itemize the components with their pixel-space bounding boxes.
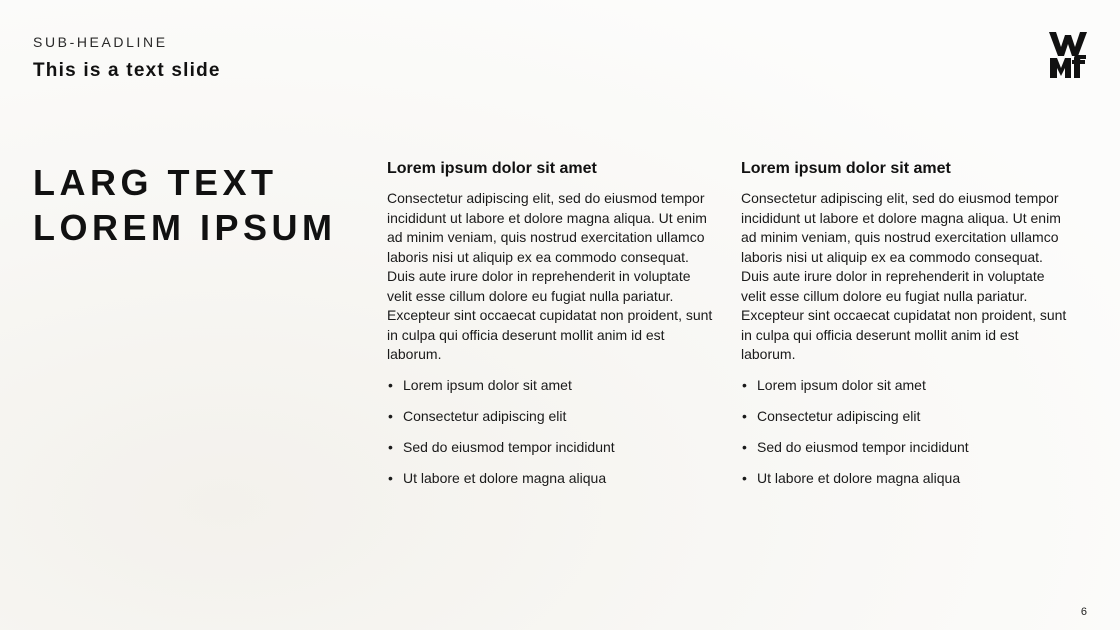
bullet-icon: • — [388, 470, 393, 487]
list-item — [387, 438, 717, 458]
list-item-text: Ut labore et dolore magna aliqua — [757, 470, 961, 487]
wmf-logo-icon — [1049, 31, 1087, 79]
list-item-text: Lorem ipsum dolor sit amet — [757, 376, 926, 393]
bullet-icon: • — [742, 376, 747, 393]
sub-headline: SUB-HEADLINE — [33, 34, 168, 50]
list-item-text: Sed do eiusmod tempor incididunt — [403, 438, 615, 455]
bullet-icon: • — [742, 470, 747, 487]
list-item-text: Lorem ipsum dolor sit amet — [403, 376, 572, 393]
slide-title: This is a text slide — [33, 60, 221, 81]
list-item — [387, 407, 717, 427]
list-item — [741, 376, 1071, 396]
page-number: 6 — [1080, 606, 1087, 618]
column-body: Consectetur adipiscing elit, sed do eiusmod tempor incididunt ut labore et dolore magna aliqua. Ut enim ad minim veniam, quis nostrud exercitation ullamco laboris nisi ut aliquip ex ea commodo consequat. Duis aute irure dolor in reprehenderit in voluptate velit esse cillum dolore eu fugiat nulla pariatur. Excepteur sint occaecat cupidatat non proident, sunt in culpa qui officia deserunt mollit anim id est laborum. — [387, 190, 713, 362]
large-text — [33, 160, 337, 250]
list-item-text: Consectetur adipiscing elit — [403, 407, 567, 424]
list-item — [741, 438, 1071, 458]
bullet-list — [741, 376, 1071, 489]
bullet-icon: • — [388, 438, 393, 455]
list-item-text: Ut labore et dolore magna aliqua — [403, 470, 607, 487]
text-column-2 — [741, 158, 1071, 500]
text-column-1 — [387, 158, 717, 500]
bullet-icon: • — [742, 407, 747, 424]
bullet-list — [387, 376, 717, 489]
bullet-icon: • — [742, 438, 747, 455]
list-item — [741, 407, 1071, 427]
list-item — [387, 469, 717, 489]
bullet-icon: • — [388, 376, 393, 393]
list-item — [387, 376, 717, 396]
large-text-line-1: LARG TEXT — [33, 162, 278, 203]
large-text-line-2: LOREM IPSUM — [33, 207, 337, 248]
bullet-icon: • — [388, 407, 393, 424]
list-item-text: Sed do eiusmod tempor incididunt — [757, 438, 969, 455]
list-item — [741, 469, 1071, 489]
column-body: Consectetur adipiscing elit, sed do eiusmod tempor incididunt ut labore et dolore magna aliqua. Ut enim ad minim veniam, quis nostrud exercitation ullamco laboris nisi ut aliquip ex ea commodo consequat. Duis aute irure dolor in reprehenderit in voluptate velit esse cillum dolore eu fugiat nulla pariatur. Excepteur sint occaecat cupidatat non proident, sunt in culpa qui officia deserunt mollit anim id est laborum. — [741, 190, 1067, 362]
column-heading: Lorem ipsum dolor sit amet — [741, 160, 951, 177]
list-item-text: Consectetur adipiscing elit — [757, 407, 921, 424]
column-heading: Lorem ipsum dolor sit amet — [387, 160, 597, 177]
